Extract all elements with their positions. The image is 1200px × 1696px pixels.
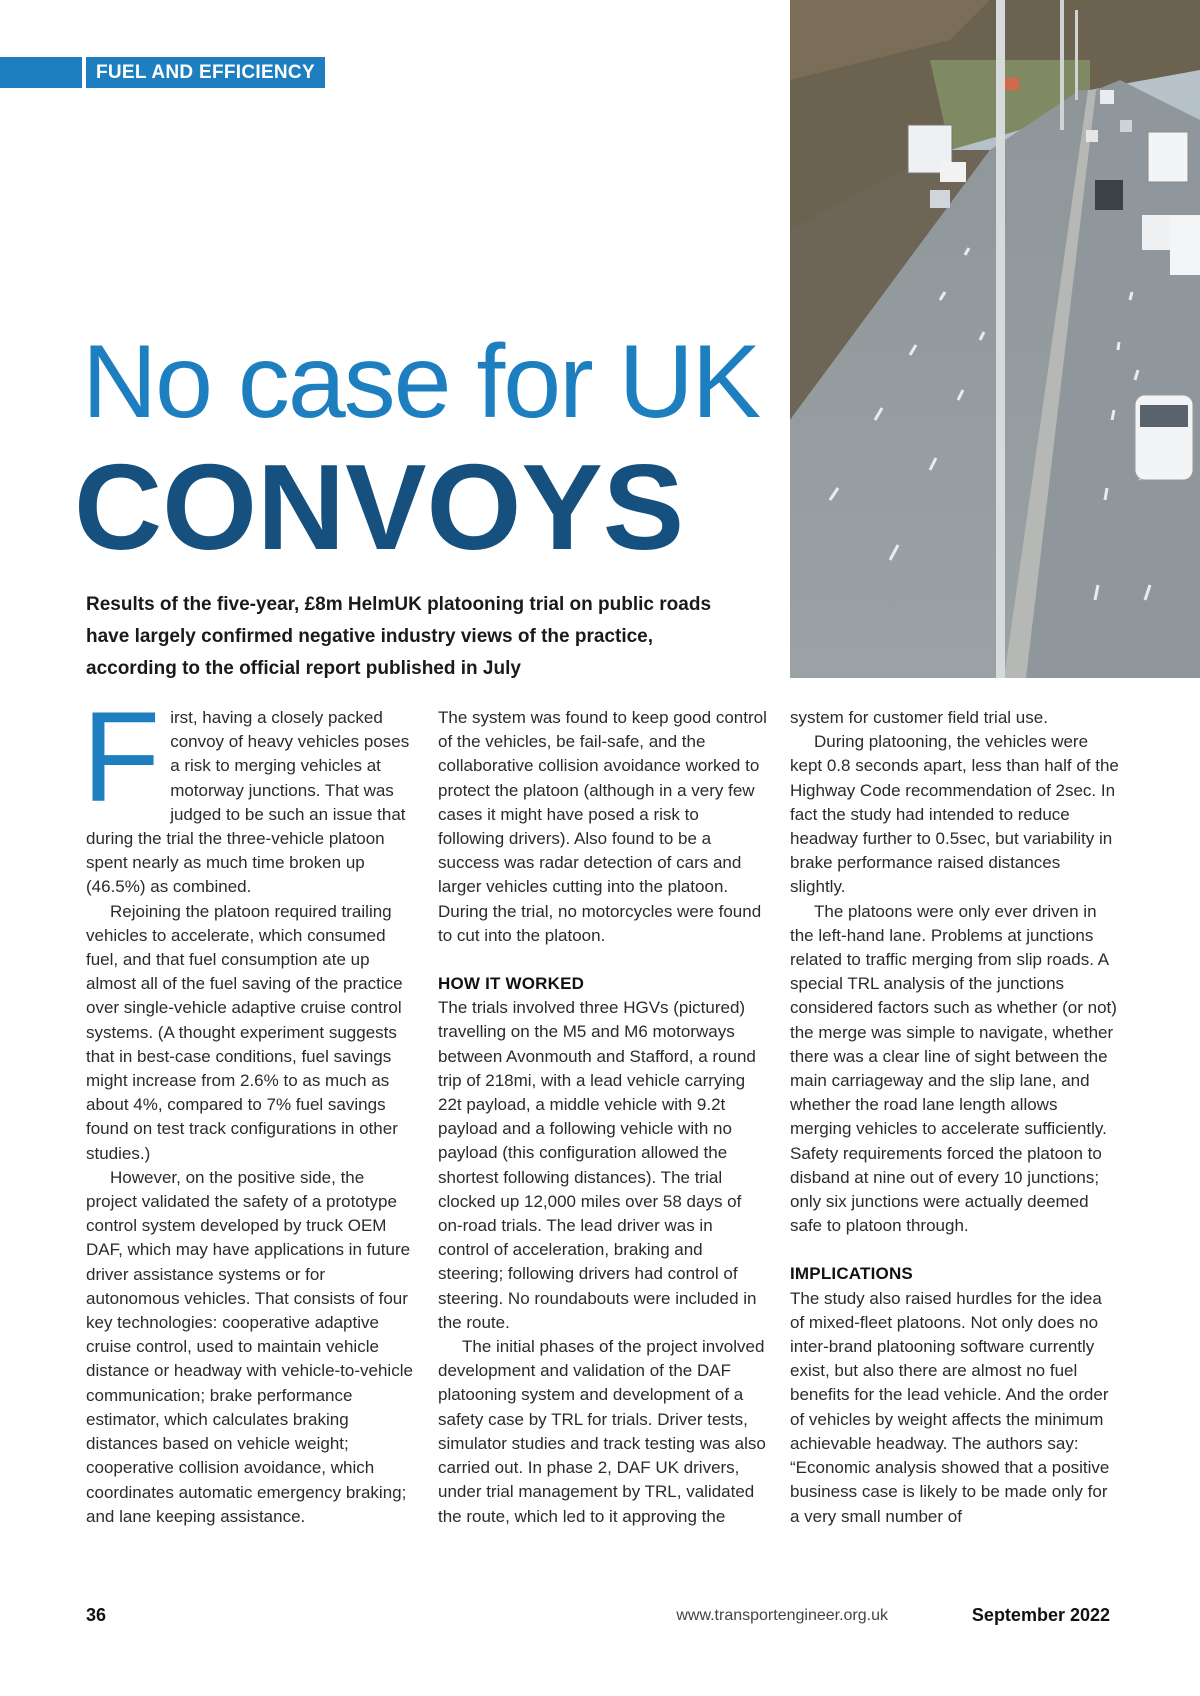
section-tag: FUEL AND EFFICIENCY bbox=[86, 57, 325, 88]
paragraph: The system was found to keep good control of the vehicles, be fail-safe, and the collaborative collision avoidance worked to protect the platoon (although in a very few cases it might have posed a risk to following drivers). Also found to be a success was radar detection of cars and larger vehicles cutting into the platoon. During the trial, no motorcycles were found to cut into the platoon. bbox=[438, 708, 767, 945]
column-2 bbox=[438, 706, 768, 1529]
page-number: 36 bbox=[86, 1605, 107, 1625]
subhead-implications: IMPLICATIONS bbox=[790, 1264, 913, 1284]
paragraph: Rejoining the platoon required trailing vehicles to accelerate, which consumed fuel, and that fuel consumption ate up almost all of the fuel saving of the practice over single-vehicle adaptive cruise control systems. (A thought experiment suggests that in best-case conditions, fuel savings might increase from 2.6% to as much as about 4%, compared to 7% fuel savings found on test track configurations in other studies.) bbox=[86, 901, 403, 1163]
paragraph: During platooning, the vehicles were kept 0.8 seconds apart, less than half of the Highway Code recommendation of 2sec. In fact the study had intended to reduce headway further to 0.5sec, but variability in brake performance raised distances slightly. bbox=[790, 732, 1119, 897]
motorway-photo bbox=[790, 0, 1200, 678]
column-1 bbox=[82, 686, 416, 1529]
footer-date: September 2022 bbox=[971, 1605, 1110, 1625]
section-color-bar bbox=[0, 57, 82, 88]
standfirst: Results of the five-year, £8m HelmUK platooning trial on public roads have largely confirmed negative industry views of the practice, according to the official report published in July bbox=[86, 594, 712, 679]
subhead-how-it-worked: HOW IT WORKED bbox=[438, 974, 585, 994]
paragraph: The trials involved three HGVs (pictured) travelling on the M5 and M6 motorways between Avonmouth and Stafford, a round trip of 218mi, with a lead vehicle carrying 22t payload, a middle vehicle with 9.2t payload and a following vehicle with no payload (this configuration allowed the shortest following distances). The trial clocked up 12,000 miles over 58 days of on-road trials. The lead driver was in control of acceleration, braking and steering; following drivers had control of steering. No roundabouts were included in the route. bbox=[438, 998, 757, 1332]
paragraph: system for customer field trial use. bbox=[790, 708, 1048, 727]
headline-line1: No case for UK bbox=[82, 324, 760, 440]
paragraph-text: irst, having a closely packed convoy of heavy vehicles poses a risk to merging vehicles at motorway junctions. That was judged to be such an issue that during the trial the three-vehicle platoon spent nearly as much time broken up (46.5%) as combined. bbox=[86, 708, 410, 897]
footer-url[interactable]: www.transportengineer.org.uk bbox=[676, 1607, 888, 1624]
column-3 bbox=[790, 706, 1120, 1529]
paragraph: The initial phases of the project involved development and validation of the DAF platooning system and development of a safety case by TRL for trials. Driver tests, simulator studies and track testing was also carried out. In phase 2, DAF UK drivers, under trial management by TRL, validated the route, which led to it approving the bbox=[438, 1337, 766, 1526]
paragraph bbox=[82, 686, 416, 900]
paragraph: The study also raised hurdles for the idea of mixed-fleet platoons. Not only does no inter-brand platooning software currently exist, but also there are almost no fuel benefits for the lead vehicle. And the order of vehicles by weight affects the minimum achievable headway. The authors say: “Economic analysis showed that a positive business case is likely to be made only for a very small number of bbox=[790, 1288, 1110, 1526]
paragraph: The platoons were only ever driven in the left-hand lane. Problems at junctions related to traffic merging from slip roads. A special TRL analysis of the junctions considered factors such as whether (or not) the merge was simple to navigate, whether there was a clear line of sight between the main carriageway and the slip lane, and whether the road lane length allows merging vehicles to accelerate sufficiently. Safety requirements forced the platoon to disband at nine out of every 10 junctions; only six junctions were actually deemed safe to platoon through. bbox=[790, 901, 1117, 1236]
drop-cap: F bbox=[82, 686, 161, 829]
headline-line2: CONVOYS bbox=[74, 439, 685, 575]
paragraph: However, on the positive side, the project validated the safety of a prototype control system developed by truck OEM DAF, which may have applications in future driver assistance systems or for autonomous vehicles. That consists of four key technologies: cooperative adaptive cruise control, used to maintain vehicle distance or headway with vehicle-to-vehicle communication; brake performance estimator, which calculates braking distances based on vehicle weight; cooperative collision avoidance, which coordinates automatic emergency braking; and lane keeping assistance. bbox=[86, 1167, 413, 1526]
